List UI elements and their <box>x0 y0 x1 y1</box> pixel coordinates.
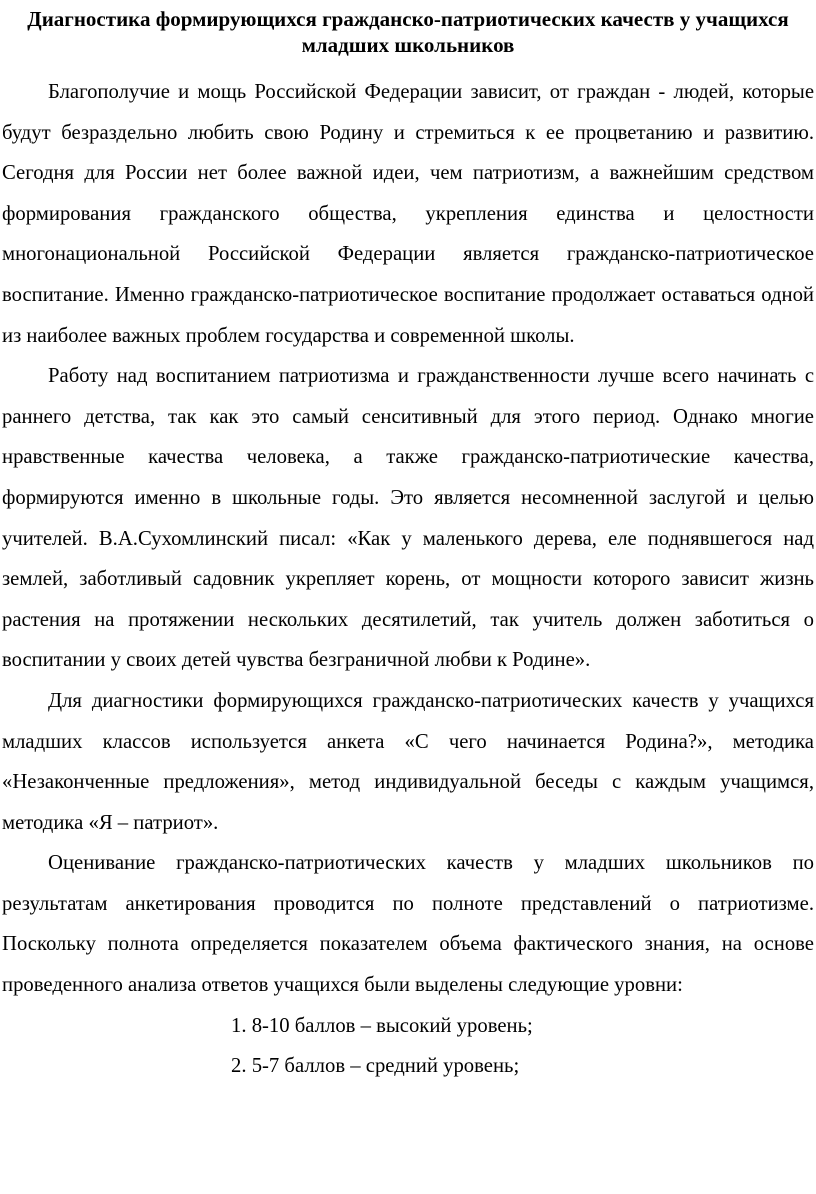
levels-list <box>2 1006 814 1087</box>
paragraph-childhood: Работу над воспитанием патриотизма и гражданственности лучше всего начинать с раннего детства, так как это самый сенситивный для этого период. Однако многие нравственные качества человека, а также гражданско-патриотические качества, формируются именно в школьные годы. Это является несомненной заслугой и целью учителей. В.А.Сухомлинский писал: «Как у маленького дерева, еле поднявшегося над землей, заботливый садовник укрепляет корень, от мощности которого зависит жизнь растения на протяжении нескольких десятилетий, так учитель должен заботиться о воспитании у своих детей чувства безграничной любви к Родине». <box>2 365 814 672</box>
paragraph-diagnostics: Для диагностики формирующихся гражданско-патриотических качеств у учащихся младших классов используется анкета «С чего начинается Родина?», методика «Незаконченные предложения», метод индивидуальной беседы с каждым учащимся, методика «Я – патриот». <box>2 689 814 834</box>
paragraph-intro: Благополучие и мощь Российской Федерации зависит, от граждан - людей, которые будут безраздельно любить свою Родину и стремиться к ее процветанию и развитию. Сегодня для России нет более важной идеи, чем патриотизм, а важнейшим средством формирования гражданского общества, укрепления единства и целостности многонациональной Российской Федерации является гражданско-патриотическое воспитание. Именно гражданско-патриотическое воспитание продолжает оставаться одной из наиболее важных проблем государства и современной школы. <box>2 81 814 347</box>
level-item-high: 1. 8-10 баллов – высокий уровень; <box>231 1014 533 1037</box>
level-item-medium: 2. 5-7 баллов – средний уровень; <box>231 1055 520 1078</box>
document-title: Диагностика формирующихся гражданско-патриотических качеств у учащихся младших школьников <box>27 7 789 57</box>
paragraph-evaluation: Оценивание гражданско-патриотических качеств у младших школьников по результатам анкетирования проводится по полноте представлений о патриотизме. Поскольку полнота определяется показателем объема фактического знания, на основе проведенного анализа ответов учащихся были выделены следующие уровни: <box>2 852 814 997</box>
